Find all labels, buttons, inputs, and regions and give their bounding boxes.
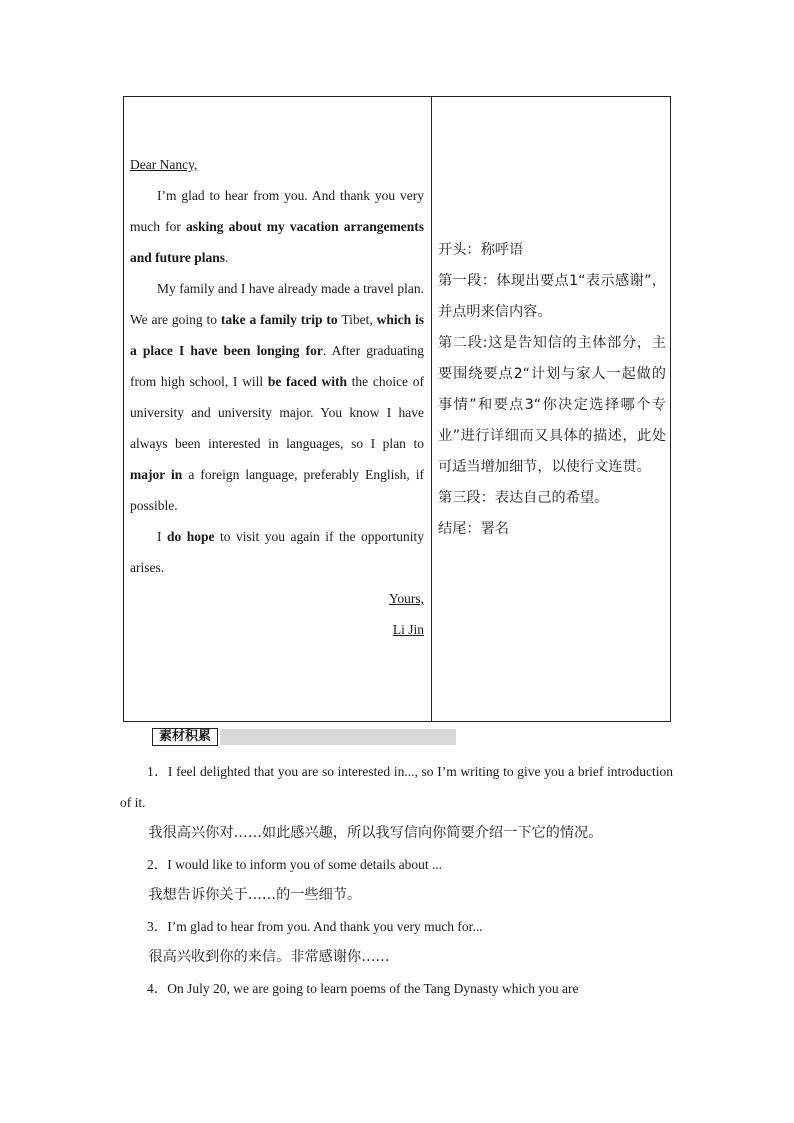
analysis-column [438,235,666,545]
material-item-en: 3．I’m glad to hear from you. And thank you very much for... [147,919,483,934]
note-opening: 开头：称呼语 [438,242,524,258]
letter-signature: Li Jin [392,622,424,637]
letter-closing: Yours, [388,591,424,606]
section-header-bar [220,729,456,745]
material-item-zh: 很高兴收到你的来信。非常感谢你…… [148,949,390,965]
material-list [120,756,673,1004]
letter-paragraph-1: I’m glad to hear from you. And thank you very much for asking about my vacation arrangements and future plans. [130,188,424,265]
section-header [152,728,456,746]
letter-paragraph-3: I do hope to visit you again if the opportunity arises. [130,529,424,575]
sample-letter-table [123,96,671,722]
column-divider [431,97,432,721]
material-item-zh: 我很高兴你对……如此感兴趣，所以我写信向你简要介绍一下它的情况。 [148,825,603,841]
material-item-en: 1．I feel delighted that you are so interested in..., so I’m writing to give you a brief introduction of it. [120,764,673,810]
note-paragraph-3: 第三段：表达自己的希望。 [438,490,609,506]
note-ending: 结尾：署名 [438,521,509,537]
material-item-zh: 我想告诉你关于……的一些细节。 [148,887,362,903]
note-paragraph-2: 第二段:这是告知信的主体部分，主要围绕要点2“计划与家人一起做的事情”和要点3“你决定选择哪个专业”进行详细而又具体的描述，此处可适当增加细节，以使行文连贯。 [438,335,666,475]
section-title: 素材积累 [152,728,218,746]
material-item-en: 4．On July 20, we are going to learn poems of the Tang Dynasty which you are [147,981,579,996]
letter-paragraph-2: My family and I have already made a travel plan. We are going to take a family trip to Tibet, which is a place I have been longing for. After graduating from high school, I will be faced with the choice of university and university major. You know I have always been interested in languages, so I plan to major in a foreign language, preferably English, if possible. [130,281,425,513]
note-paragraph-1: 第一段：体现出要点1“表示感谢”，并点明来信内容。 [438,273,666,320]
salutation: Dear Nancy, [130,157,198,172]
material-item-en: 2．I would like to inform you of some details about ... [147,857,443,872]
letter-column [130,149,424,645]
